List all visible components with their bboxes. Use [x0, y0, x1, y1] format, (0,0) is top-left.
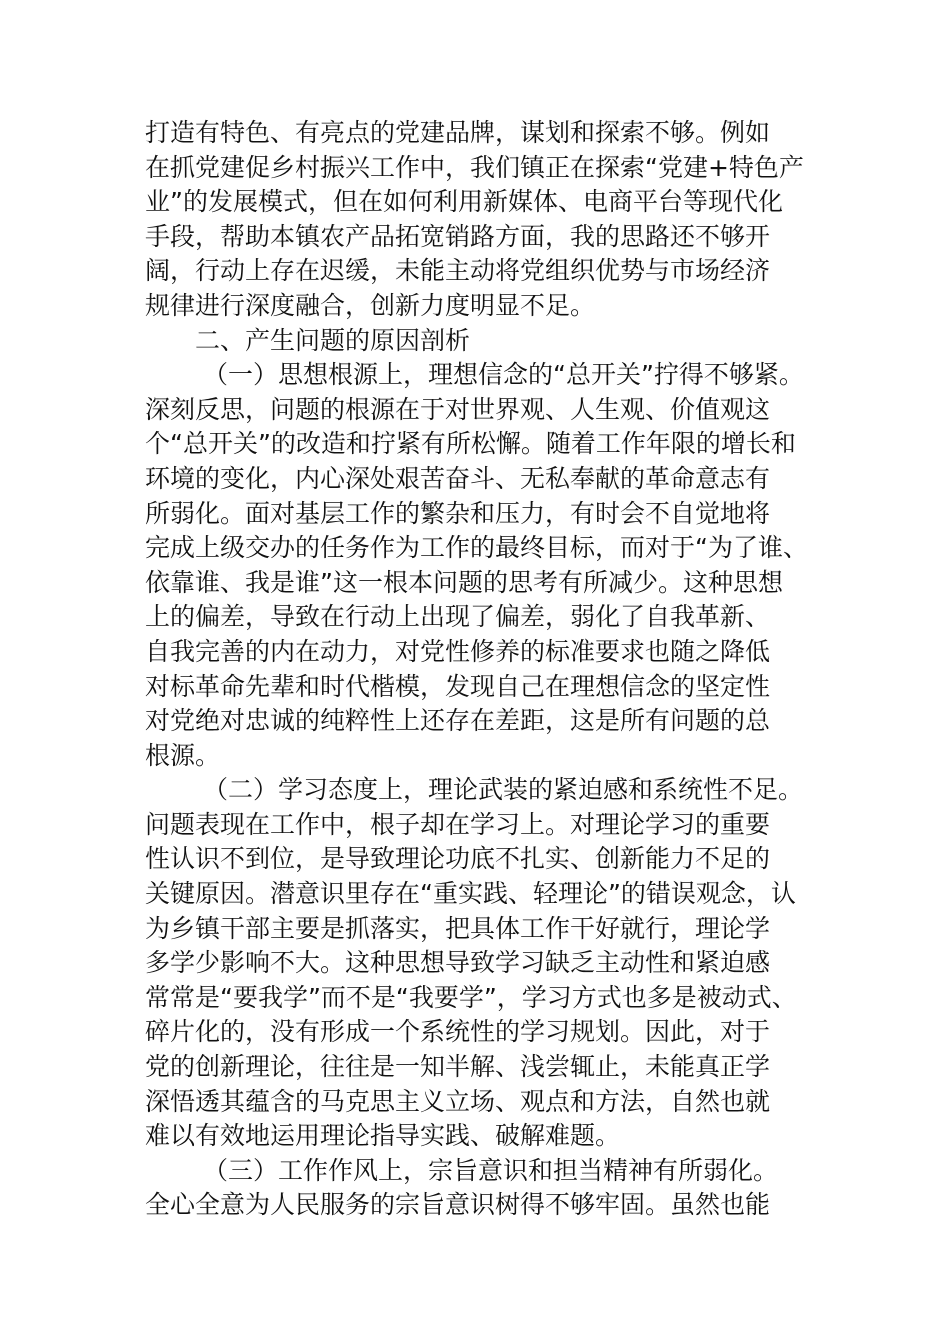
- text-line: 依靠谁、我是谁”这一根本问题的思考有所减少。这种思想: [145, 567, 783, 597]
- text-line: 所弱化。面对基层工作的繁杂和压力，有时会不自觉地将: [145, 498, 771, 528]
- text-line: 对党绝对忠诚的纯粹性上还存在差距，这是所有问题的总: [145, 706, 771, 736]
- section-heading: 二、产生问题的原因剖析: [195, 325, 471, 355]
- text-line: 个“总开关”的改造和拧紧有所松懈。随着工作年限的增长和: [145, 429, 796, 459]
- text-line: 上的偏差，导致在行动上出现了偏差，弱化了自我革新、: [145, 602, 771, 632]
- text-line: 全心全意为人民服务的宗旨意识树得不够牢固。虽然也能: [145, 1190, 771, 1220]
- text-line: 碎片化的，没有形成一个系统性的学习规划。因此，对于: [145, 1017, 771, 1047]
- text-line: 业”的发展模式，但在如何利用新媒体、电商平台等现代化: [145, 187, 783, 217]
- subsection-heading: （二）学习态度上，理论武装的紧迫感和系统性不足。: [203, 775, 804, 805]
- text-line: 环境的变化，内心深处艰苦奋斗、无私奉献的革命意志有: [145, 463, 771, 493]
- text-line: 阔，行动上存在迟缓，未能主动将党组织优势与市场经济: [145, 256, 771, 286]
- text-line: 常常是“要我学”而不是“我要学”，学习方式也多是被动式、: [145, 982, 797, 1012]
- text-line: 党的创新理论，往往是一知半解、浅尝辄止，未能真正学: [145, 1052, 771, 1082]
- text-line: 深刻反思，问题的根源在于对世界观、人生观、价值观这: [145, 394, 771, 424]
- text-line: 根源。: [145, 740, 221, 770]
- text-line: 规律进行深度融合，创新力度明显不足。: [145, 290, 596, 320]
- text-line: 问题表现在工作中，根子却在学习上。对理论学习的重要: [145, 809, 771, 839]
- text-line: 难以有效地运用理论指导实践、破解难题。: [145, 1121, 621, 1151]
- text-line: 为乡镇干部主要是抓落实，把具体工作干好就行，理论学: [145, 913, 771, 943]
- subsection-heading: （一）思想根源上，理想信念的“总开关”拧得不够紧。: [203, 360, 804, 390]
- text-line: 在抓党建促乡村振兴工作中，我们镇正在探索“党建+特色产: [145, 152, 804, 182]
- text-line: 完成上级交办的任务作为工作的最终目标，而对于“为了谁、: [145, 533, 808, 563]
- subsection-heading: （三）工作作风上，宗旨意识和担当精神有所弱化。: [203, 1155, 779, 1185]
- text-line: 手段，帮助本镇农产品拓宽销路方面，我的思路还不够开: [145, 221, 771, 251]
- body-text: [145, 116, 815, 1223]
- text-line: 对标革命先辈和时代楷模，发现自己在理想信念的坚定性: [145, 671, 771, 701]
- text-line: 性认识不到位，是导致理论功底不扎实、创新能力不足的: [145, 844, 771, 874]
- text-line: 打造有特色、有亮点的党建品牌，谋划和探索不够。例如: [145, 118, 771, 147]
- text-line: 深悟透其蕴含的马克思主义立场、观点和方法，自然也就: [145, 1086, 771, 1116]
- text-line: 自我完善的内在动力，对党性修养的标准要求也随之降低: [145, 636, 771, 666]
- text-line: 多学少影响不大。这种思想导致学习缺乏主动性和紧迫感: [145, 948, 771, 978]
- text-line: 关键原因。潜意识里存在“重实践、轻理论”的错误观念，认: [145, 879, 796, 909]
